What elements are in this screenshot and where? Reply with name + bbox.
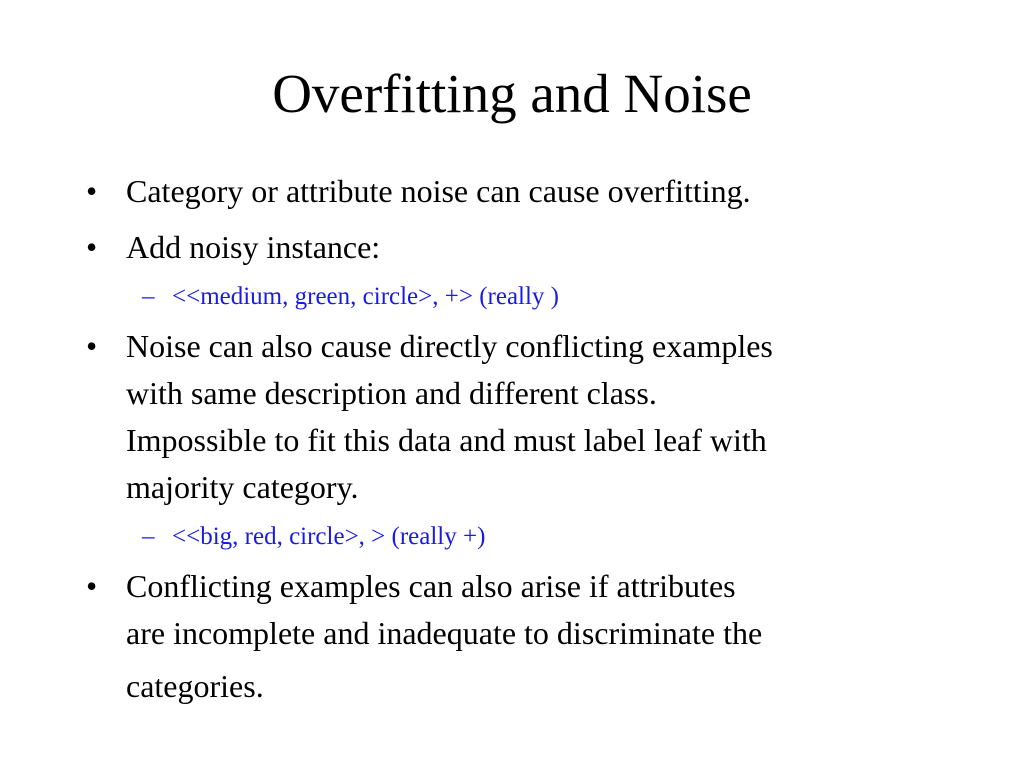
bullet-item <box>82 224 962 271</box>
bullet-text: Add noisy instance: <box>126 229 381 265</box>
bullet-text-line: majority category. <box>126 469 359 505</box>
bullet-text-line: Noise can also cause directly conflicting examples <box>126 328 773 364</box>
bullet-item <box>82 168 962 215</box>
bullet-icon: • <box>86 229 98 265</box>
sub-bullet-item <box>82 519 962 555</box>
bullet-text-line: categories. <box>126 668 264 704</box>
bullet-text-line: Impossible to fit this data and must label leaf with <box>126 422 767 458</box>
dash-icon: – <box>142 283 155 310</box>
bullet-text-line: Conflicting examples can also arise if attributes <box>126 568 736 604</box>
bullet-item <box>82 323 962 511</box>
sub-bullet-text: <<big, red, circle>, > (really +) <box>172 523 486 550</box>
bullet-text: Category or attribute noise can cause overfitting. <box>126 173 751 209</box>
bullet-text-line: are incomplete and inadequate to discriminate the <box>126 615 763 651</box>
bullet-text-line: with same description and different class. <box>126 375 657 411</box>
slide-title: Overfitting and Noise <box>272 63 752 124</box>
slide-content <box>82 168 962 715</box>
sub-bullet-item <box>82 279 962 315</box>
bullet-icon: • <box>86 568 98 604</box>
bullet-icon: • <box>86 328 98 364</box>
dash-icon: – <box>142 523 155 550</box>
sub-bullet-text: <<medium, green, circle>, +> (really ) <box>172 283 560 310</box>
bullet-icon: • <box>86 173 98 209</box>
bullet-item <box>82 563 962 715</box>
